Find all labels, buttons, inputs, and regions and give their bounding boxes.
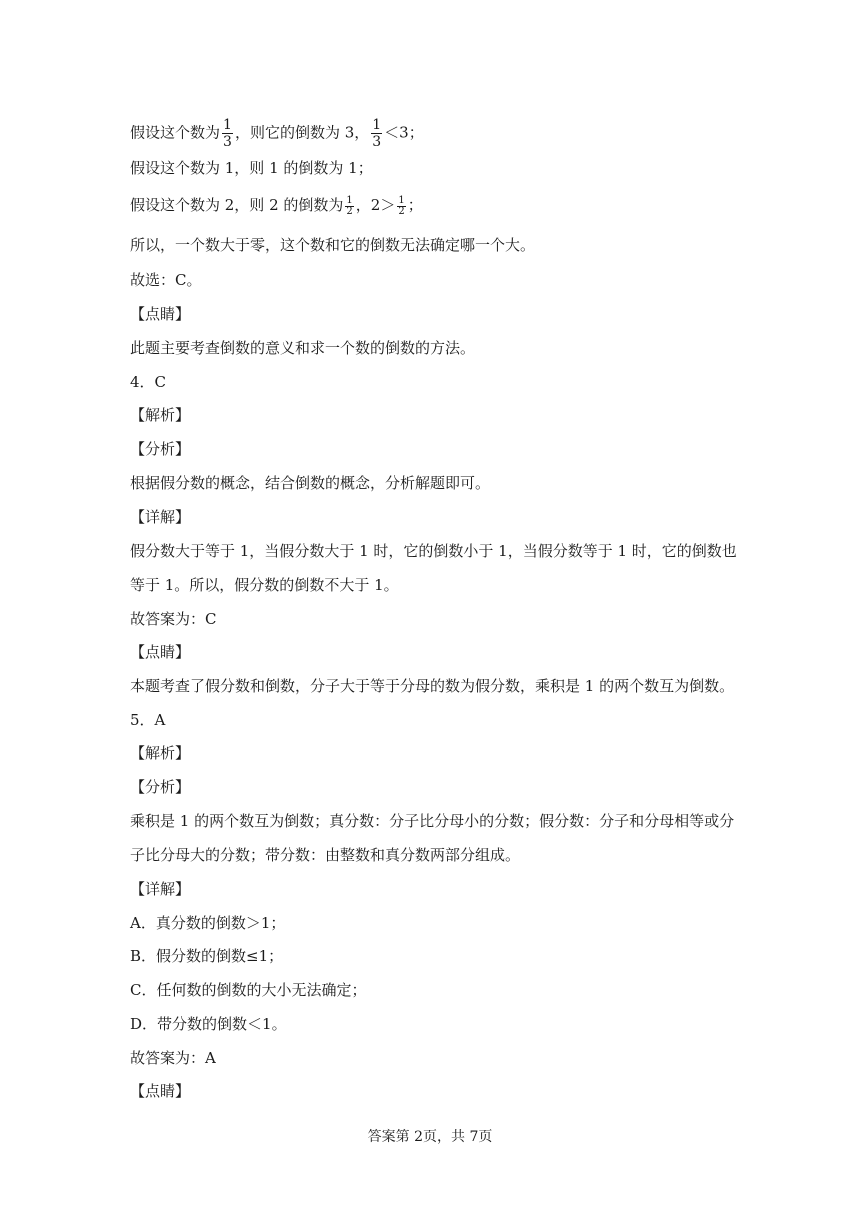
fraction-denominator: 3 xyxy=(223,134,232,150)
line-analysis: 乘积是 1 的两个数互为倒数；真分数：分子比分母小的分数；假分数：分子和分母相等或分 xyxy=(130,812,735,830)
fraction-numerator: 1 xyxy=(346,194,353,206)
section-heading-detail: 【详解】 xyxy=(130,880,191,898)
line-comment: 此题主要考查倒数的意义和求一个数的倒数的方法。 xyxy=(130,339,476,357)
fraction-numerator: 1 xyxy=(398,194,405,206)
line-comment: 本题考查了假分数和倒数，分子大于等于分母的数为假分数，乘积是 1 的两个数互为倒数。 xyxy=(130,677,735,695)
fraction-one-third xyxy=(222,117,233,150)
section-heading-explanation: 【解析】 xyxy=(130,406,191,424)
text-segment: 假设这个数为 2，则 2 的倒数为 xyxy=(130,196,344,214)
line-detail: 假分数大于等于 1，当假分数大于 1 时，它的倒数小于 1，当假分数等于 1 时，它的倒数也 xyxy=(130,542,737,560)
text-segment: 假设这个数为 xyxy=(130,123,221,142)
option-c: C．任何数的倒数的大小无法确定； xyxy=(130,981,367,999)
fraction-denominator: 2 xyxy=(398,205,405,217)
text-segment: ，则它的倒数为 3， xyxy=(234,123,370,142)
line-analysis: 子比分母大的分数；带分数：由整数和真分数两部分组成。 xyxy=(130,846,521,864)
option-b: B．假分数的倒数≤1； xyxy=(130,947,284,965)
fraction-numerator: 1 xyxy=(223,117,232,133)
option-d: D．带分数的倒数＜1。 xyxy=(130,1015,287,1033)
section-heading-comment: 【点睛】 xyxy=(130,1082,191,1100)
line-detail: 等于 1。所以，假分数的倒数不大于 1。 xyxy=(130,576,399,594)
fraction-one-third xyxy=(371,117,382,150)
section-heading-comment: 【点睛】 xyxy=(130,643,191,661)
fraction-one-half xyxy=(345,196,353,217)
section-heading-detail: 【详解】 xyxy=(130,508,191,526)
text-segment: ； xyxy=(407,196,423,214)
section-heading-explanation: 【解析】 xyxy=(130,744,191,762)
fraction-denominator: 3 xyxy=(372,134,382,150)
question-number: 4．C xyxy=(130,373,167,391)
text-segment: ，2＞ xyxy=(355,196,396,214)
page-footer: 答案第 2页，共 7页 xyxy=(367,1129,493,1145)
line-conclusion: 所以，一个数大于零，这个数和它的倒数无法确定哪一个大。 xyxy=(130,236,536,254)
line-analysis: 根据假分数的概念，结合倒数的概念，分析解题即可。 xyxy=(130,474,491,492)
line-assume-one: 假设这个数为 1，则 1 的倒数为 1； xyxy=(130,159,373,177)
text-segment: ＜3； xyxy=(384,123,424,142)
line-answer: 故答案为：A xyxy=(130,1049,216,1067)
section-heading-comment: 【点睛】 xyxy=(130,305,191,323)
fraction-numerator: 1 xyxy=(372,117,382,133)
question-number: 5．A xyxy=(130,711,166,729)
option-a: A．真分数的倒数＞1； xyxy=(130,914,286,932)
fraction-denominator: 2 xyxy=(346,205,353,217)
line-assume-two xyxy=(130,195,423,217)
line-answer: 故选：C。 xyxy=(130,271,202,289)
section-heading-analysis: 【分析】 xyxy=(130,440,191,458)
fraction-one-half xyxy=(397,196,405,217)
line-assume-one-third xyxy=(130,117,424,150)
line-answer: 故答案为：C xyxy=(130,610,217,628)
section-heading-analysis: 【分析】 xyxy=(130,778,191,796)
